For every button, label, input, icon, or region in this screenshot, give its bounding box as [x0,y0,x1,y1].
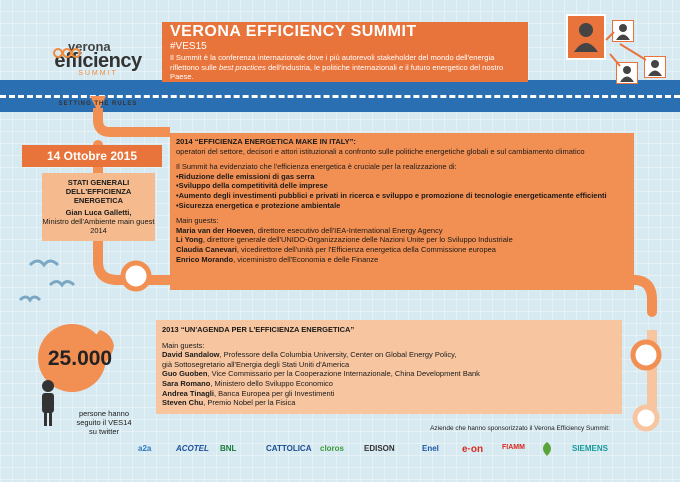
logo-efficiency: efficiency [54,50,142,72]
guest-item: già Sottosegretario all'Energia degli Stati Uniti d'America [162,359,350,369]
logo-summit: SUMMIT [78,70,118,77]
panel-2014-findings-lead: Il Summit ha evidenziato che l'efficienza energetica è cruciale per la realizzazione di: [176,162,457,172]
bird-icon [50,282,74,286]
event-date: 14 Ottobre 2015 [22,145,162,167]
sponsor-logo-enel: Enel [422,444,439,453]
header-description: Il Summit è la conferenza internazionale dove i più autorevoli stakeholder del mondo dell'energia riflettono sulle best practices dell'industria, le politiche internazionali e il futuro energetico del nostro Paese. [170,53,504,82]
timeline-node-2013 [633,342,659,368]
verona-efficiency-logo [46,25,150,107]
guest-item: Guo Guoben, Vice Commissario per la Cooperazione Internazionale, China Development Bank [162,369,480,379]
stati-generali-box [42,173,155,241]
logo-verona: verona [68,39,111,54]
logo-rings-icon [52,43,82,63]
panel-2014-guests-label: Main guests: [176,216,219,226]
guest-item: Enrico Morando, viceministro dell'Economia e delle Finanze [176,254,379,264]
stati-title: STATI GENERALI DELL'EFFICIENZA ENERGETICA [65,178,132,205]
finding-item: •Aumento degli investimenti pubblici e privati in ricerca e sviluppo e promozione di tecnologie energeticamente efficienti [176,190,607,200]
twitter-count: 25.000 [47,347,113,370]
logo-tagline: SETTING THE RULES [58,101,138,107]
stati-guest-name: Gian Luca Galletti, [65,208,132,217]
guest-item: Sara Romano, Ministero dello Sviluppo Economico [162,378,333,388]
bird-icon [20,297,40,300]
sponsor-logo-a2a: a2a [138,444,152,453]
network-lines [600,30,660,70]
timeline-node-2014 [123,263,149,289]
twitter-caption: persone hanno seguito il VES14 su twitter [76,409,132,436]
panel-2014 [170,133,634,290]
guest-item: Maria van der Hoeven, direttore esecutivo dell'IEA-International Energy Agency [176,225,443,235]
sponsor-logo-cattolica: CATTOLICA [266,444,312,453]
guest-item: Claudia Canevari, vicedirettore dell'unità per l'Efficienza energetica della Commissione europea [176,244,496,254]
sponsor-logo-bnl: BNL [220,444,237,453]
guest-item: Li Yong, direttore generale dell'UNIDO-Organizzazione delle Nazioni Unite per lo Sviluppo Industriale [176,235,513,245]
guest-item: David Sandalow, Professore della Columbia University, Center on Global Energy Policy, [162,350,457,360]
person-icon [42,380,54,426]
finding-item: •Riduzione delle emissioni di gas serra [176,171,315,181]
sponsor-logo-fiamm: FIAMM [502,444,525,451]
panel-2014-intro: operatori del settore, decisori e attori istituzionali a confronto sulle politiche energetiche globali e sul cambiamento climatico [176,146,585,156]
sponsor-logo-siemens: SIEMENS [572,444,609,453]
finding-item: •Sicurezza energetica e protezione ambientale [176,200,341,210]
sponsor-logo-edison: EDISON [364,444,395,453]
page-title: VERONA EFFICIENCY SUMMIT [170,23,417,40]
panel-2013 [156,320,622,414]
hashtag: #VES15 [170,41,207,52]
finding-item: •Sviluppo della competitività delle imprese [176,181,328,191]
guest-item: Steven Chu, Premio Nobel per la Fisica [162,398,296,408]
sponsor-logo-cloros: cloros [320,444,345,453]
header-box [162,22,528,82]
sponsors-title: Aziende che hanno sponsorizzato il Verona Efficiency Summit: [430,425,610,432]
guest-item: Andrea Tinagli, Banca Europea per gli Investimenti [162,388,335,398]
panel-2013-title: 2013 “UN'AGENDA PER L'EFFICIENZA ENERGETICA” [162,325,355,334]
sponsor-logo-leaf [538,440,556,458]
panel-2013-guests-label: Main guests: [162,340,205,350]
sponsor-logo-eon: e·on [462,444,484,455]
panel-2014-title: 2014 “EFFICIENZA ENERGETICA MAKE IN ITALY”: [176,137,356,146]
bird-icon [30,261,58,265]
stati-guest-role: Ministro dell'Ambiente main guest 2014 [42,217,155,235]
sponsor-logo-acotel: ACOTEL [176,444,209,453]
